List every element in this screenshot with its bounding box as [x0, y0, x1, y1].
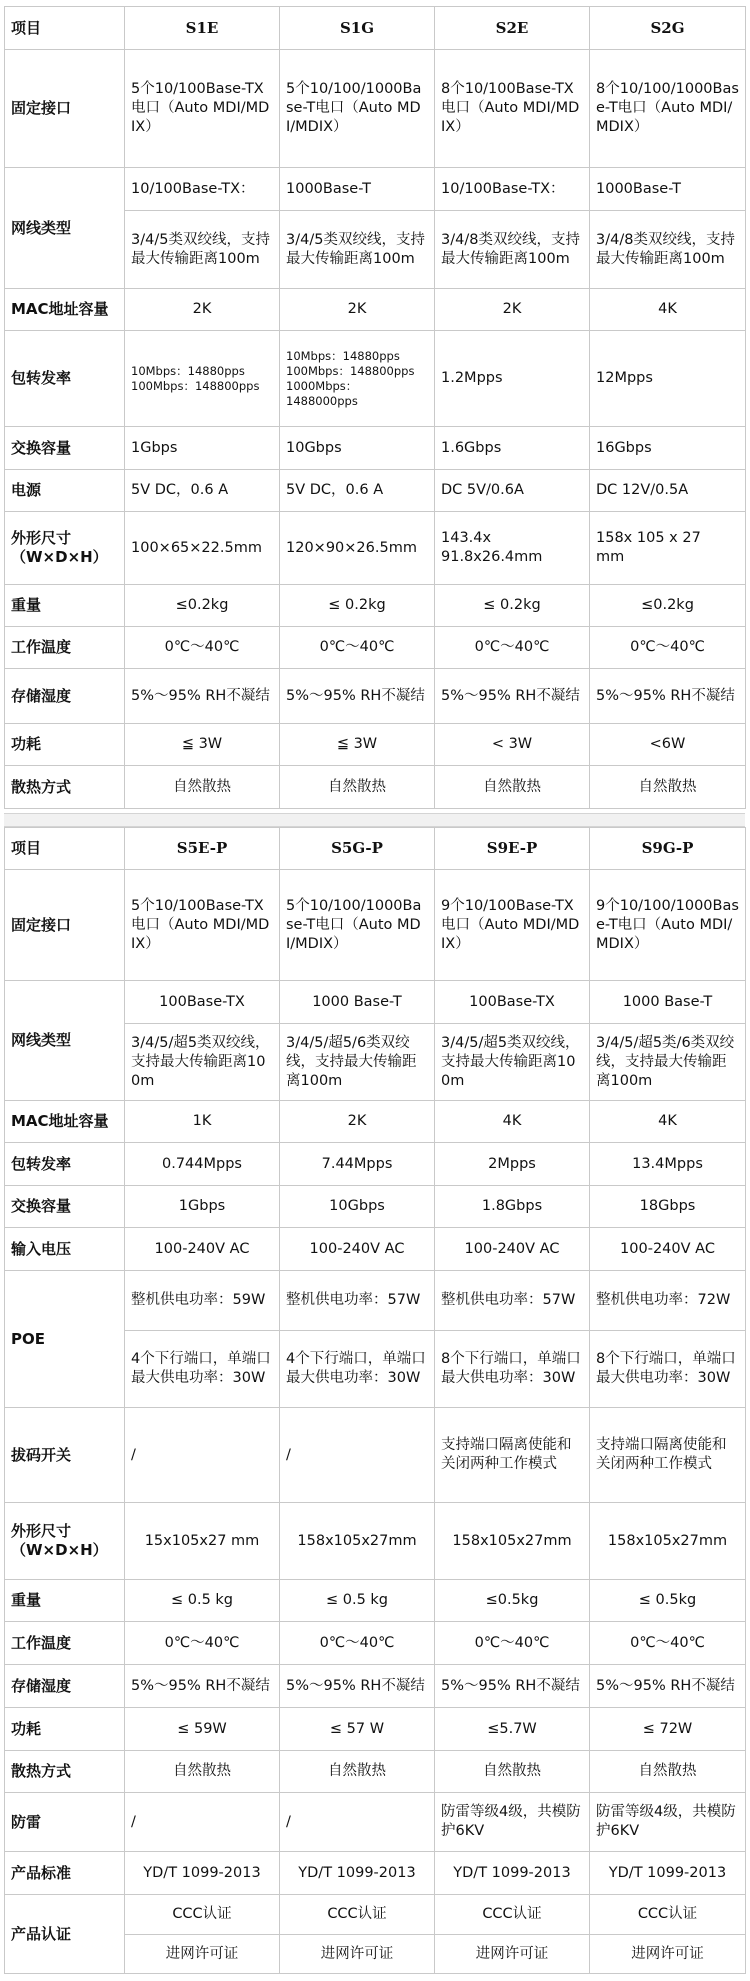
- row-label: 存储湿度: [5, 669, 125, 724]
- model-name: S5E-P: [125, 828, 280, 870]
- table-cell: 2K: [280, 1101, 435, 1143]
- row-label: 散热方式: [5, 766, 125, 809]
- table-row: [5, 981, 746, 1024]
- table-divider: [4, 813, 745, 827]
- table-cell: 5个10/100Base-TX电口（Auto MDI/MDIX）: [125, 870, 280, 981]
- row-label: MAC地址容量: [5, 1101, 125, 1143]
- table-cell: ≦ 3W: [125, 724, 280, 766]
- table-cell: 进网许可证: [125, 1935, 280, 1974]
- table-cell: 1000 Base-T: [590, 981, 746, 1024]
- table-cell: 7.44Mpps: [280, 1143, 435, 1186]
- table-cell: 13.4Mpps: [590, 1143, 746, 1186]
- table-cell: YD/T 1099-2013: [435, 1852, 590, 1895]
- table-cell: ≤0.5kg: [435, 1580, 590, 1622]
- row-label: MAC地址容量: [5, 289, 125, 331]
- table-cell: 自然散热: [125, 766, 280, 809]
- table-cell: 8个下行端口，单端口最大供电功率：30W: [590, 1331, 746, 1408]
- table-cell: 0℃～40℃: [125, 627, 280, 669]
- table-cell: 1000Base-T: [590, 168, 746, 211]
- table-cell: CCC认证: [125, 1895, 280, 1935]
- row-label: 拔码开关: [5, 1408, 125, 1503]
- row-label: 防雷: [5, 1793, 125, 1852]
- table-cell: 1Gbps: [125, 1186, 280, 1228]
- table-row: [5, 1895, 746, 1935]
- table-row: [5, 1186, 746, 1228]
- row-label: 包转发率: [5, 1143, 125, 1186]
- table-cell: 整机供电功率：57W: [435, 1271, 590, 1331]
- table-cell: <6W: [590, 724, 746, 766]
- table-cell: 100-240V AC: [125, 1228, 280, 1271]
- row-label: 网线类型: [5, 168, 125, 289]
- table-cell: 0℃～40℃: [435, 1622, 590, 1665]
- table-cell: 5%～95% RH不凝结: [590, 1665, 746, 1708]
- table-row: [5, 1408, 746, 1503]
- table-cell: 100-240V AC: [435, 1228, 590, 1271]
- table-cell: 1000 Base-T: [280, 981, 435, 1024]
- table-cell: 10Gbps: [280, 427, 435, 470]
- table-cell: 整机供电功率：57W: [280, 1271, 435, 1331]
- row-label: 外形尺寸 （W×D×H）: [5, 512, 125, 585]
- row-label: 输入电压: [5, 1228, 125, 1271]
- table-cell: 2K: [125, 289, 280, 331]
- row-label: 外形尺寸 （W×D×H）: [5, 1503, 125, 1580]
- table-cell: 1K: [125, 1101, 280, 1143]
- table-cell: 120×90×26.5mm: [280, 512, 435, 585]
- table-cell: CCC认证: [280, 1895, 435, 1935]
- table-row: [5, 289, 746, 331]
- table-cell: ≤ 59W: [125, 1708, 280, 1751]
- table-cell: 10Gbps: [280, 1186, 435, 1228]
- table-cell: 3/4/5/超5/6类双绞线，支持最大传输距离100m: [280, 1024, 435, 1101]
- table-row: [5, 1793, 746, 1852]
- table-cell: 2Mpps: [435, 1143, 590, 1186]
- table-cell: 5%～95% RH不凝结: [590, 669, 746, 724]
- table-cell: /: [280, 1793, 435, 1852]
- table-cell: 100Base-TX: [125, 981, 280, 1024]
- table-cell: 0.744Mpps: [125, 1143, 280, 1186]
- table-cell: YD/T 1099-2013: [125, 1852, 280, 1895]
- table-cell: 2K: [280, 289, 435, 331]
- table-row: [5, 512, 746, 585]
- row-label: 固定接口: [5, 870, 125, 981]
- table-cell: ≤ 0.2kg: [435, 585, 590, 627]
- row-label: 散热方式: [5, 1751, 125, 1793]
- table-cell: ≤0.2kg: [590, 585, 746, 627]
- table-cell: 8个10/100Base-TX电口（Auto MDI/MDIX）: [435, 50, 590, 168]
- table-cell: 自然散热: [435, 1751, 590, 1793]
- table-cell: 自然散热: [590, 766, 746, 809]
- table-row: [5, 1751, 746, 1793]
- header-label: 项目: [5, 7, 125, 50]
- table-cell: 100-240V AC: [280, 1228, 435, 1271]
- table-cell: ≦ 3W: [280, 724, 435, 766]
- table-cell: 5个10/100Base-TX电口（Auto MDI/MDIX）: [125, 50, 280, 168]
- table-cell: YD/T 1099-2013: [280, 1852, 435, 1895]
- table-cell: ≤ 57 W: [280, 1708, 435, 1751]
- table-cell: 3/4/5类双绞线，支持最大传输距离100m: [125, 211, 280, 289]
- table-cell: 5%～95% RH不凝结: [125, 1665, 280, 1708]
- row-label: 固定接口: [5, 50, 125, 168]
- table-cell: 0℃～40℃: [280, 1622, 435, 1665]
- table-cell: 自然散热: [435, 766, 590, 809]
- row-label: 网线类型: [5, 981, 125, 1101]
- table-row: [5, 168, 746, 211]
- table-cell: CCC认证: [590, 1895, 746, 1935]
- table-cell: 158x 105 x 27 mm: [590, 512, 746, 585]
- table-cell: 10Mbps：14880pps 100Mbps：148800pps 1000Mbps： 1488000pps: [280, 331, 435, 427]
- row-label: 交换容量: [5, 427, 125, 470]
- table-cell: 4个下行端口，单端口最大供电功率：30W: [280, 1331, 435, 1408]
- table-row: [5, 1622, 746, 1665]
- table-cell: 自然散热: [280, 766, 435, 809]
- table-row: [5, 1852, 746, 1895]
- table-cell: 9个10/100Base-TX电口（Auto MDI/MDIX）: [435, 870, 590, 981]
- table-cell: 5%～95% RH不凝结: [435, 1665, 590, 1708]
- table-cell: 143.4x 91.8x26.4mm: [435, 512, 590, 585]
- table-cell: 进网许可证: [590, 1935, 746, 1974]
- table-cell: 10Mbps：14880pps 100Mbps：148800pps: [125, 331, 280, 427]
- row-label: POE: [5, 1271, 125, 1408]
- row-label: 产品认证: [5, 1895, 125, 1974]
- table-cell: 防雷等级4级，共模防护6KV: [590, 1793, 746, 1852]
- table-cell: 5V DC，0.6 A: [280, 470, 435, 512]
- table-cell: 0℃～40℃: [125, 1622, 280, 1665]
- table-cell: 9个10/100/1000Base-T电口（Auto MDI/MDIX）: [590, 870, 746, 981]
- model-name: S1G: [280, 7, 435, 50]
- table-cell: 158x105x27mm: [280, 1503, 435, 1580]
- row-label: 工作温度: [5, 1622, 125, 1665]
- table-cell: 5%～95% RH不凝结: [125, 669, 280, 724]
- table-cell: 8个10/100/1000Base-T电口（Auto MDI/MDIX）: [590, 50, 746, 168]
- row-label: 功耗: [5, 1708, 125, 1751]
- table-cell: 5个10/100/1000Base-T电口（Auto MDI/MDIX）: [280, 870, 435, 981]
- row-label: 包转发率: [5, 331, 125, 427]
- table-cell: 100-240V AC: [590, 1228, 746, 1271]
- table-cell: 100Base-TX: [435, 981, 590, 1024]
- table-cell: /: [125, 1793, 280, 1852]
- table-cell: 15x105x27 mm: [125, 1503, 280, 1580]
- table-cell: 1.6Gbps: [435, 427, 590, 470]
- table-cell: 3/4/5/超5类/6类双绞线，支持最大传输距离100m: [590, 1024, 746, 1101]
- model-name: S9G-P: [590, 828, 746, 870]
- table-cell: 5%～95% RH不凝结: [280, 669, 435, 724]
- table-cell: ≤ 0.5kg: [590, 1580, 746, 1622]
- table-cell: 0℃～40℃: [590, 627, 746, 669]
- row-label: 工作温度: [5, 627, 125, 669]
- table-cell: 整机供电功率：72W: [590, 1271, 746, 1331]
- table-cell: 自然散热: [280, 1751, 435, 1793]
- table-cell: 进网许可证: [435, 1935, 590, 1974]
- table-cell: 18Gbps: [590, 1186, 746, 1228]
- table-cell: 0℃～40℃: [435, 627, 590, 669]
- table-row: [5, 1228, 746, 1271]
- table-row: [5, 331, 746, 427]
- row-label: 电源: [5, 470, 125, 512]
- row-label: 存储湿度: [5, 1665, 125, 1708]
- row-label: 重量: [5, 1580, 125, 1622]
- table-cell: 0℃～40℃: [280, 627, 435, 669]
- table-cell: 5%～95% RH不凝结: [280, 1665, 435, 1708]
- table-cell: ≤0.2kg: [125, 585, 280, 627]
- table-cell: ≤ 72W: [590, 1708, 746, 1751]
- table-cell: 3/4/5/超5类双绞线，支持最大传输距离100m: [125, 1024, 280, 1101]
- table-cell: 1.2Mpps: [435, 331, 590, 427]
- row-label: 产品标准: [5, 1852, 125, 1895]
- table-cell: 支持端口隔离使能和关闭两种工作模式: [590, 1408, 746, 1503]
- table-cell: ≤ 0.5 kg: [125, 1580, 280, 1622]
- model-name: S9E-P: [435, 828, 590, 870]
- table-cell: 5V DC，0.6 A: [125, 470, 280, 512]
- table-row: [5, 585, 746, 627]
- table-cell: 100×65×22.5mm: [125, 512, 280, 585]
- table-cell: 158x105x27mm: [590, 1503, 746, 1580]
- table-cell: 2K: [435, 289, 590, 331]
- table-cell: 支持端口隔离使能和关闭两种工作模式: [435, 1408, 590, 1503]
- table-row: [5, 470, 746, 512]
- model-name: S2E: [435, 7, 590, 50]
- row-label: 重量: [5, 585, 125, 627]
- table-cell: DC 12V/0.5A: [590, 470, 746, 512]
- table-cell: 5个10/100/1000Base-T电口（Auto MDI/MDIX）: [280, 50, 435, 168]
- table-cell: 4K: [590, 289, 746, 331]
- table-cell: 3/4/8类双绞线，支持最大传输距离100m: [435, 211, 590, 289]
- table-cell: 整机供电功率：59W: [125, 1271, 280, 1331]
- table-row: [5, 1503, 746, 1580]
- table-cell: /: [125, 1408, 280, 1503]
- table-row: [5, 870, 746, 981]
- table-row: [5, 7, 746, 50]
- table-row: [5, 1708, 746, 1751]
- row-label: 功耗: [5, 724, 125, 766]
- table-cell: 自然散热: [590, 1751, 746, 1793]
- table-cell: 12Mpps: [590, 331, 746, 427]
- table-cell: 10/100Base-TX：: [435, 168, 590, 211]
- table-row: [5, 1665, 746, 1708]
- table-cell: CCC认证: [435, 1895, 590, 1935]
- table-cell: 16Gbps: [590, 427, 746, 470]
- table-row: [5, 669, 746, 724]
- table-cell: 4个下行端口，单端口最大供电功率：30W: [125, 1331, 280, 1408]
- table-cell: 防雷等级4级，共模防护6KV: [435, 1793, 590, 1852]
- table-cell: 5%～95% RH不凝结: [435, 669, 590, 724]
- table-row: [5, 1580, 746, 1622]
- table-row: [5, 766, 746, 809]
- row-label: 交换容量: [5, 1186, 125, 1228]
- table-cell: 3/4/5类双绞线，支持最大传输距离100m: [280, 211, 435, 289]
- model-name: S2G: [590, 7, 746, 50]
- table-cell: 4K: [435, 1101, 590, 1143]
- table-cell: 3/4/8类双绞线，支持最大传输距离100m: [590, 211, 746, 289]
- table-cell: 进网许可证: [280, 1935, 435, 1974]
- table-cell: 158x105x27mm: [435, 1503, 590, 1580]
- table-cell: 1.8Gbps: [435, 1186, 590, 1228]
- table-cell: /: [280, 1408, 435, 1503]
- table-cell: ≤5.7W: [435, 1708, 590, 1751]
- table-row: [5, 1271, 746, 1331]
- table-cell: 8个下行端口，单端口最大供电功率：30W: [435, 1331, 590, 1408]
- table-cell: ≤ 0.5 kg: [280, 1580, 435, 1622]
- table-row: [5, 1143, 746, 1186]
- table-cell: 4K: [590, 1101, 746, 1143]
- model-name: S1E: [125, 7, 280, 50]
- table-cell: 1Gbps: [125, 427, 280, 470]
- table-row: [5, 627, 746, 669]
- table-cell: YD/T 1099-2013: [590, 1852, 746, 1895]
- spec-table-1: [4, 6, 746, 809]
- model-name: S5G-P: [280, 828, 435, 870]
- header-label: 项目: [5, 828, 125, 870]
- table-cell: DC 5V/0.6A: [435, 470, 590, 512]
- spec-table-2: [4, 827, 746, 1974]
- table-cell: < 3W: [435, 724, 590, 766]
- table-cell: 0℃～40℃: [590, 1622, 746, 1665]
- table-cell: 1000Base-T: [280, 168, 435, 211]
- table-row: [5, 1101, 746, 1143]
- table-row: [5, 427, 746, 470]
- table-cell: 自然散热: [125, 1751, 280, 1793]
- table-cell: 3/4/5/超5类双绞线，支持最大传输距离100m: [435, 1024, 590, 1101]
- table-row: [5, 50, 746, 168]
- table-row: [5, 724, 746, 766]
- table-cell: ≤ 0.2kg: [280, 585, 435, 627]
- table-cell: 10/100Base-TX：: [125, 168, 280, 211]
- table-row: [5, 828, 746, 870]
